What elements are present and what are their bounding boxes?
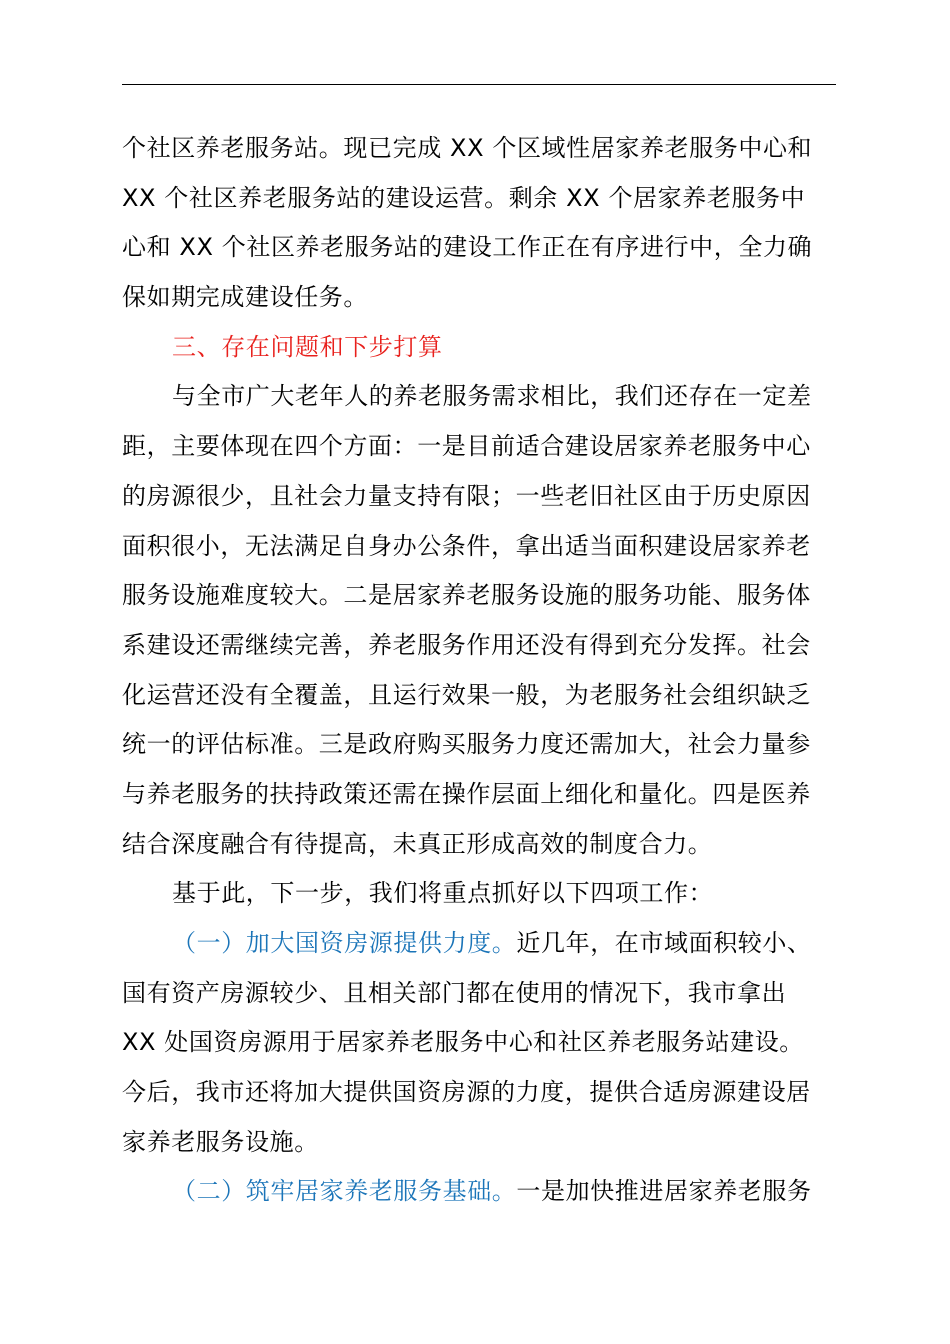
section-heading: 三、存在问题和下步打算 [172,332,443,361]
text-line: 心和 XX 个社区养老服务站的建设工作正在有序进行中，全力确 [122,233,813,262]
text-line: 家养老服务设施。 [122,1127,319,1156]
text-line: 的房源很少，且社会力量支持有限；一些老旧社区由于历史原因 [122,481,811,510]
item-two-text: 一是加快推进居家养老服务 [516,1177,812,1206]
item-one-title: （一）加大国资房源提供力度。 [172,929,517,957]
text-line: 系建设还需继续完善，养老服务作用还没有得到充分发挥。社会 [122,630,811,659]
text-line: XX 处国资房源用于居家养老服务中心和社区养老服务站建设。 [122,1028,804,1057]
text-line: XX 个社区养老服务站的建设运营。剩余 XX 个居家养老服务中 [122,183,806,212]
document-body [122,124,836,1217]
text-line: 国有资产房源较少、且相关部门都在使用的情况下，我市拿出 [122,978,787,1007]
text-line: 今后，我市还将加大提供国资房源的力度，提供合适房源建设居 [122,1078,811,1107]
text-line: 服务设施难度较大。二是居家养老服务设施的服务功能、服务体 [122,581,811,610]
item-two-title: （二）筑牢居家养老服务基础。 [172,1177,517,1206]
text-line: 统一的评估标准。三是政府购买服务力度还需加大，社会力量参 [122,730,811,759]
paragraph-continuation [122,124,836,323]
text-line: 结合深度融合有待提高，未真正形成高效的制度合力。 [122,829,713,858]
text-line: 个社区养老服务站。现已完成 XX 个区域性居家养老服务中心和 [122,134,813,162]
text-line [122,1167,836,1217]
text-line [122,919,836,969]
text-line: 与全市广大老年人的养老服务需求相比，我们还存在一定差 [172,382,812,411]
text-line: 与养老服务的扶持政策还需在操作层面上细化和量化。四是医养 [122,779,811,808]
paragraph-problems [122,372,836,869]
item-two [122,1167,836,1217]
header-rule [122,84,836,85]
text-line: 保如期完成建设任务。 [122,283,368,312]
item-one-text: 近几年，在市域面积较小、 [516,929,812,957]
text-line: 距，主要体现在四个方面：一是目前适合建设居家养老服务中心 [122,432,811,461]
paragraph-next-steps: 基于此，下一步，我们将重点抓好以下四项工作： [172,879,714,908]
text-line: 化运营还没有全覆盖，且运行效果一般，为老服务社会组织缺乏 [122,680,811,709]
item-one [122,919,836,1167]
text-line: 面积很小，无法满足自身办公条件，拿出适当面积建设居家养老 [122,531,811,560]
